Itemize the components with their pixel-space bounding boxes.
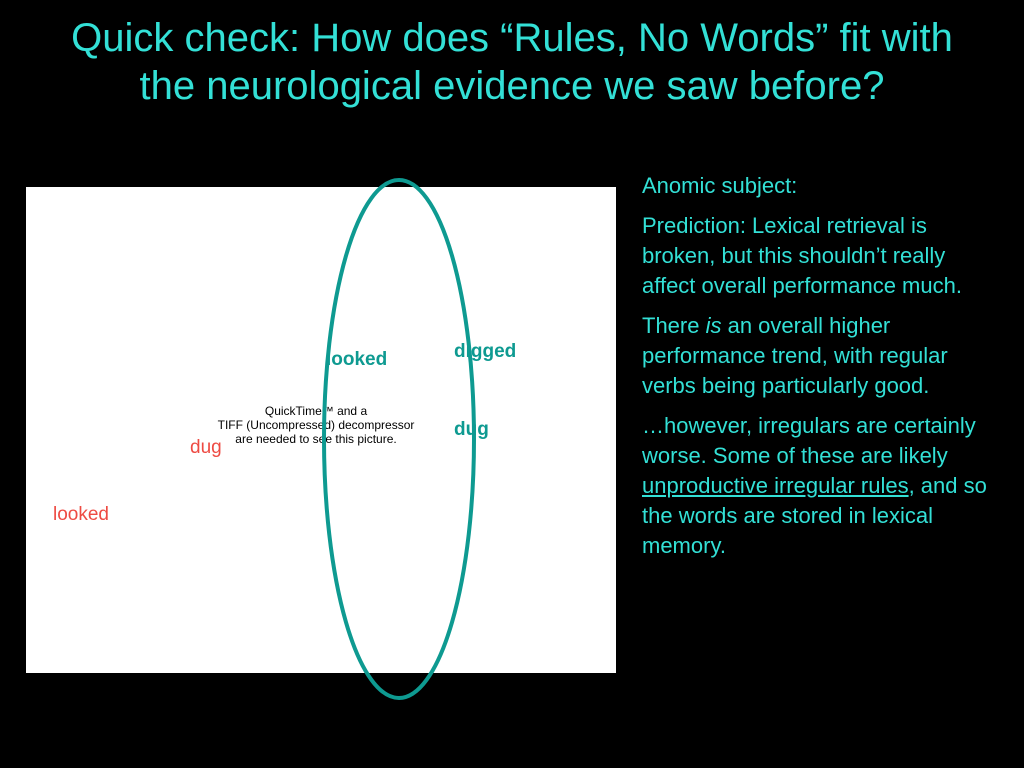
quicktime-placeholder-text [191,404,441,446]
slide-title [0,14,1024,110]
notes-there-start: There [642,313,706,338]
slide-title-line-1: Quick check: How does “Rules, No Words” fit with [71,16,953,60]
label-dug-teal: dug [454,419,489,440]
label-digged-teal: digged [454,341,517,362]
notes-there-paragraph [642,311,1004,401]
notes-however-start: …however, irregulars are certainly worse. Some of these are likely [642,413,976,468]
notes-heading: Anomic subject: [642,173,798,198]
quicktime-line-2: TIFF (Uncompressed) decompressor [217,418,415,432]
quicktime-line-1: QuickTime™ and a [264,404,368,418]
notes-however-underlined: unproductive irregular rules [642,473,909,498]
label-looked-red: looked [53,504,109,525]
slide-title-line-2: the neurological evidence we saw before? [139,64,885,108]
notes-there-emphasis: is [705,313,722,338]
notes-there-end: an overall higher performance trend, with regular verbs being particularly good. [642,313,948,398]
notes-column [642,171,1004,571]
quicktime-line-3: are needed to see this picture. [235,432,397,446]
notes-however-paragraph [642,411,1004,561]
notes-prediction: Prediction: Lexical retrieval is broken, but this shouldn’t really affect overall performance much. [642,213,962,298]
label-looked-teal: looked [326,349,388,370]
label-dug-red: dug [190,437,222,458]
notes-however-end: , and so the words are stored in lexical memory. [642,473,987,558]
